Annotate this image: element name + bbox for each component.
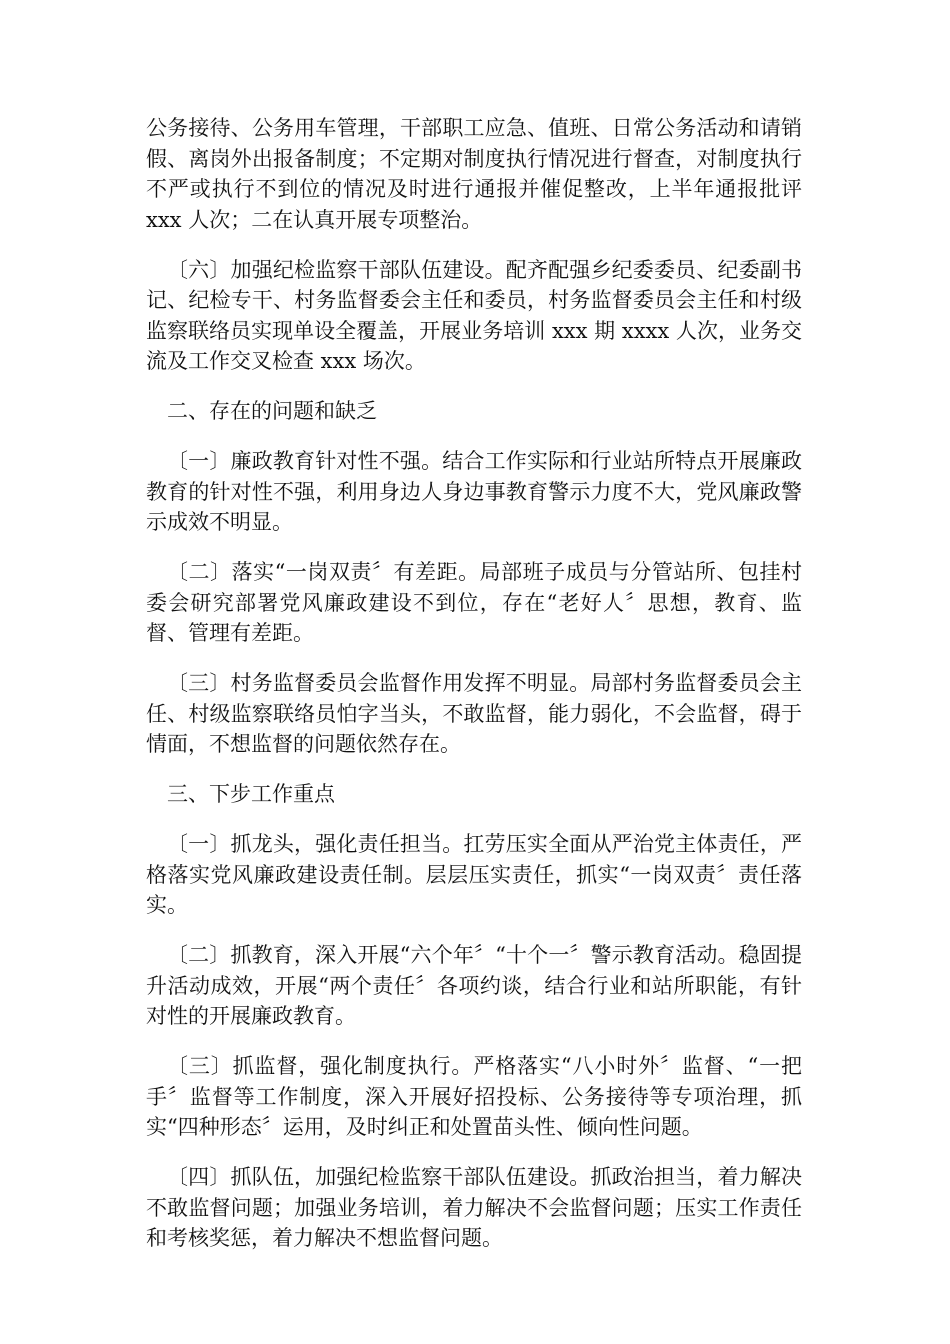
paragraph-section-six: 〔六〕加强纪检监察干部队伍建设。配齐配强乡纪委委员、纪委副书记、纪检专干、村务监督委会主任和委员，村务监督委员会主任和村级监察联络员实现单设全覆盖，开展业务培训 xxx 期 xxxx 人次，业务交流及工作交叉检查 xxx 场次。	[146, 257, 802, 373]
document-page	[146, 113, 802, 1273]
paragraph-continuation: 公务接待、公务用车管理，干部职工应急、值班、日常公务活动和请销假、离岗外出报备制度；不定期对制度执行情况进行督查，对制度执行不严或执行不到位的情况及时进行通报并催促整改，上半年通报批评 xxx 人次；二在认真开展专项整治。	[146, 116, 802, 232]
paragraph-problem-two: 〔二〕落实“一岗双责〞有差距。局部班子成员与分管站所、包挂村委会研究部署党风廉政建设不到位，存在“老好人〞思想，教育、监督、管理有差距。	[146, 560, 802, 645]
heading-next-steps: 三、下步工作重点	[167, 782, 335, 806]
paragraph-step-one: 〔一〕抓龙头，强化责任担当。扛劳压实全面从严治党主体责任，严格落实党风廉政建设责任制。层层压实责任，抓实“一岗双责〞责任落实。	[146, 832, 802, 917]
paragraph-problem-three: 〔三〕村务监督委员会监督作用发挥不明显。局部村务监督委员会主任、村级监察联络员怕字当头，不敢监督，能力弱化，不会监督，碍于情面，不想监督的问题依然存在。	[146, 671, 802, 756]
paragraph-step-three: 〔三〕抓监督，强化制度执行。严格落实“八小时外〞监督、“一把手〞监督等工作制度，深入开展好招投标、公务接待等专项治理，抓实“四种形态〞运用，及时纠正和处置苗头性、倾向性问题。	[146, 1054, 802, 1139]
paragraph-step-two: 〔二〕抓教育，深入开展“六个年〞“十个一〞警示教育活动。稳固提升活动成效，开展“两个责任〞各项约谈，结合行业和站所职能，有针对性的开展廉政教育。	[146, 943, 802, 1028]
heading-problems: 二、存在的问题和缺乏	[167, 399, 377, 423]
paragraph-step-four: 〔四〕抓队伍，加强纪检监察干部队伍建设。抓政治担当，着力解决不敢监督问题；加强业务培训，着力解决不会监督问题；压实工作责任和考核奖惩，着力解决不想监督问题。	[146, 1165, 802, 1250]
paragraph-problem-one: 〔一〕廉政教育针对性不强。结合工作实际和行业站所特点开展廉政教育的针对性不强，利用身边人身边事教育警示力度不大，党风廉政警示成效不明显。	[146, 449, 802, 534]
